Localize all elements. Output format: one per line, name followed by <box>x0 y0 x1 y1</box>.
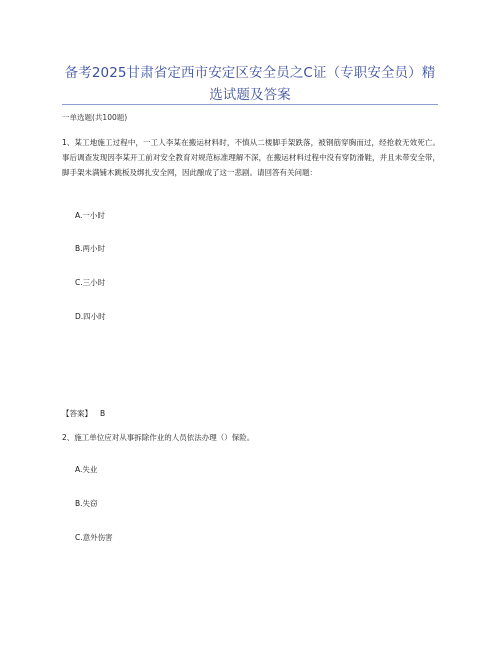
question-1-answer <box>62 409 105 419</box>
question-2-option-b: B.失窃 <box>75 499 98 508</box>
title-divider <box>62 104 438 105</box>
question-2-option-c: C.意外伤害 <box>75 533 113 542</box>
section-label: 一单选题(共100题) <box>62 113 128 122</box>
question-1-option-b: B.两小时 <box>75 244 106 253</box>
question-1-text: 1、某工地施工过程中，一工人李某在搬运材料时，不慎从二楼脚手架跌落，被钢筋穿胸而过，经抢救无效死亡。事后调查发现因李某开工前对安全教育对规范标准理解不深，在搬运材料过程中没有穿防滑鞋，并且未带安全带，脚手架未满铺木跳板及绑扎安全网，因此酿成了这一悲剧。请回答有关问题： <box>62 138 440 178</box>
answer-value: B <box>100 409 106 418</box>
document-title: 备考2025甘肃省定西市安定区安全员之C证（专职安全员）精选试题及答案 <box>64 65 436 103</box>
question-1-option-d: D.四小时 <box>75 312 106 321</box>
answer-label: 【答案】 <box>62 409 92 418</box>
question-1-option-a: A.一小时 <box>75 211 105 220</box>
question-2-option-a: A.失业 <box>75 465 98 474</box>
question-1-option-c: C.三小时 <box>75 278 106 287</box>
question-2-text: 2、施工单位应对从事拆除作业的人员依法办理（）保险。 <box>62 433 255 442</box>
